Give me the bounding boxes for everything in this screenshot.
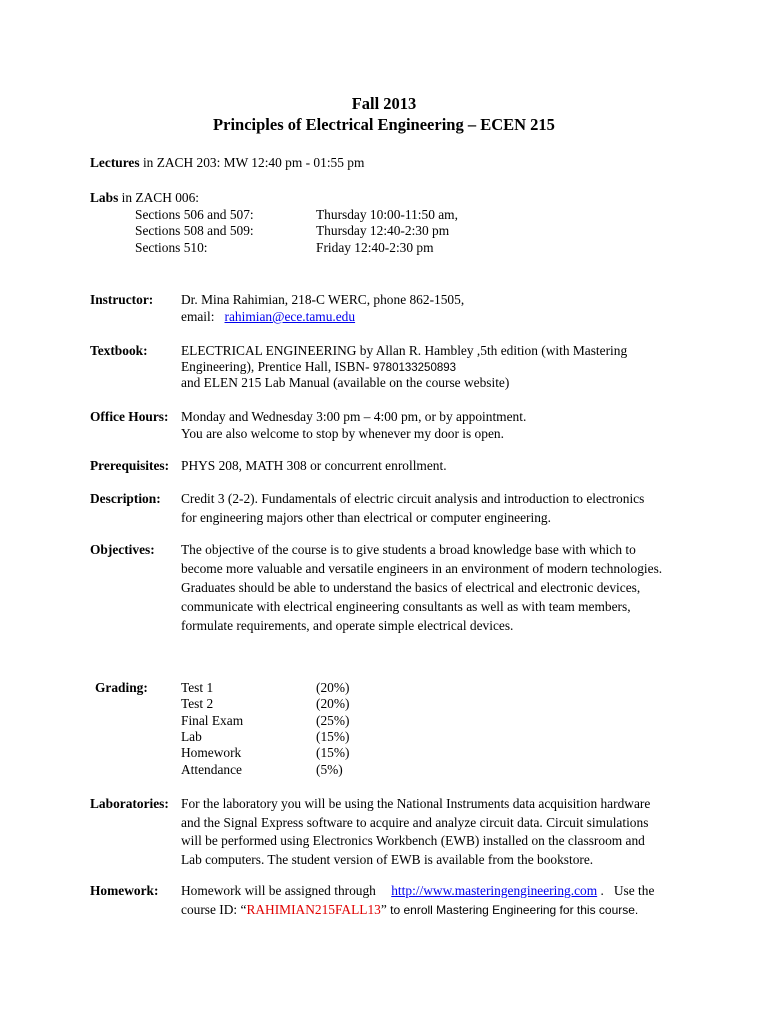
course-id-close-quote: ” (380, 902, 387, 917)
laboratories-label: Laboratories: (90, 796, 169, 811)
term-heading: Fall 2013 (351, 94, 417, 113)
homework-line1 (181, 883, 678, 900)
lab-section: Sections 506 and 507: (135, 207, 254, 222)
grade-item-name: Test 2 (181, 696, 214, 711)
labs-location: in ZACH 006: (118, 190, 200, 205)
grading-label: Grading: (95, 680, 148, 695)
homework-use-the: . Use the (597, 883, 655, 898)
textbook-isbn: 9780133250893 (372, 362, 457, 374)
laboratories-line: and the Signal Express software to acquire and analyze circuit data. Circuit simulations (181, 815, 649, 830)
lectures-text: in ZACH 203: MW 12:40 pm - 01:55 pm (139, 155, 365, 170)
lab-time: Thursday 10:00-11:50 am, (316, 207, 458, 222)
office-hours-line1: Monday and Wednesday 3:00 pm – 4:00 pm, or by appointment. (181, 409, 527, 424)
lab-time: Friday 12:40-2:30 pm (316, 240, 434, 255)
description-line1: Credit 3 (2-2). Fundamentals of electric circuit analysis and introduction to electronics (181, 491, 645, 506)
course-title: Principles of Electrical Engineering – ECEN 215 (213, 115, 555, 134)
grade-item-name: Lab (181, 729, 202, 744)
homework-text: Homework will be assigned through (181, 883, 380, 898)
homework-label: Homework: (90, 883, 159, 898)
textbook-publisher: Engineering), Prentice Hall, ISBN- (181, 359, 373, 374)
office-hours-label: Office Hours: (90, 409, 169, 424)
grade-item-name: Attendance (181, 762, 242, 777)
grade-item-weight: (15%) (316, 729, 350, 744)
lab-section: Sections 510: (135, 240, 208, 255)
prerequisites-label: Prerequisites: (90, 458, 170, 473)
instructor-email-link[interactable]: rahimian@ece.tamu.edu (224, 309, 356, 324)
grade-item-name: Final Exam (181, 713, 244, 728)
objectives-line: formulate requirements, and operate simple electrical devices. (181, 618, 514, 633)
instructor-email-line (181, 309, 355, 326)
textbook-line2 (181, 359, 456, 377)
grade-item-weight: (25%) (316, 713, 350, 728)
textbook-line1: ELECTRICAL ENGINEERING by Allan R. Hambley ,5th edition (with Mastering (181, 343, 628, 358)
textbook-label: Textbook: (90, 343, 148, 358)
description-label: Description: (90, 491, 161, 506)
textbook-line3: and ELEN 215 Lab Manual (available on the course website) (181, 375, 510, 390)
office-hours-line2: You are also welcome to stop by whenever my door is open. (181, 426, 504, 441)
homework-line2 (181, 902, 638, 919)
grade-item-name: Test 1 (181, 680, 214, 695)
prerequisites-text: PHYS 208, MATH 308 or concurrent enrollment. (181, 458, 447, 473)
email-prefix: email: (181, 309, 225, 324)
laboratories-line: will be performed using Electronics Workbench (EWB) installed on the classroom and (181, 833, 645, 848)
homework-enroll-text: to enroll Mastering Engineering for this course. (386, 903, 639, 917)
description-line2: for engineering majors other than electrical or computer engineering. (181, 510, 551, 525)
grade-item-weight: (20%) (316, 696, 350, 711)
grade-item-name: Homework (181, 745, 242, 760)
grade-item-weight: (5%) (316, 762, 343, 777)
mastering-engineering-link[interactable]: http://www.masteringengineering.com (391, 883, 598, 898)
labs-line (90, 190, 199, 207)
lab-time: Thursday 12:40-2:30 pm (316, 223, 450, 238)
lab-section: Sections 508 and 509: (135, 223, 254, 238)
grade-item-weight: (20%) (316, 680, 350, 695)
laboratories-line: For the laboratory you will be using the National Instruments data acquisition hardware (181, 796, 651, 811)
laboratories-line: Lab computers. The student version of EWB is available from the bookstore. (181, 852, 594, 867)
instructor-info: Dr. Mina Rahimian, 218-C WERC, phone 862-1505, (181, 292, 465, 307)
course-id-prefix: course ID: “ (181, 902, 247, 917)
lectures-line (90, 155, 364, 172)
lectures-label: Lectures (90, 155, 140, 170)
objectives-line: become more valuable and versatile engineers in an environment of modern technologies. (181, 561, 663, 576)
objectives-label: Objectives: (90, 542, 155, 557)
objectives-line: The objective of the course is to give students a broad knowledge base with which to (181, 542, 636, 557)
objectives-line: communicate with electrical engineering consultants as well as with team members, (181, 599, 631, 614)
instructor-label: Instructor: (90, 292, 154, 307)
labs-label: Labs (90, 190, 119, 205)
grade-item-weight: (15%) (316, 745, 350, 760)
course-id: RAHIMIAN215FALL13 (246, 902, 381, 917)
objectives-line: Graduates should be able to understand the basics of electrical and electronic devices, (181, 580, 641, 595)
